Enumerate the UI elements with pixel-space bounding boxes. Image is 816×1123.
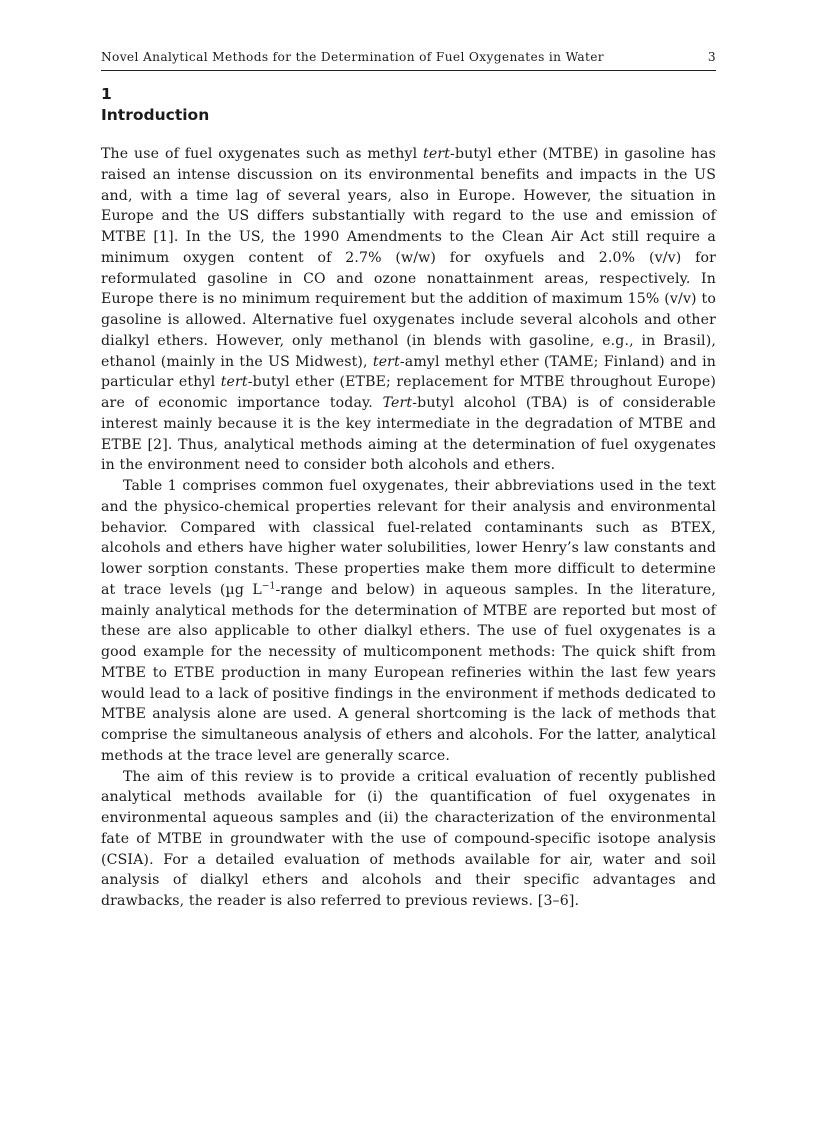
section-title: Introduction (101, 106, 210, 124)
page-number: 3 (707, 50, 716, 64)
text-span: -butyl ether (MTBE) in gasoline has raised an intense discussion on its environmental benefits and impacts in the US and, with a time lag of several years, also in Europe. However, the situation in Europe and the US differs substantially with regard to the use and emission of MTBE [1]. In the US, the 1990 Amendments to the Clean Air Act still require a minimum oxygen content of 2.7% (w/w) for oxyfuels and 2.0% (v/v) for reformulated gasoline in CO and ozone nonattainment areas, respectively. In Europe there is no minimum requirement but the addition of maximum 15% (v/v) to gasoline is allowed. Alternative fuel oxygenates include several alcohols and other dialkyl ethers. However, only methanol (in blends with gasoline, e.g., in Brasil), ethanol (mainly in the US Midwest), (101, 146, 716, 370)
section-number: 1 (101, 85, 112, 103)
italic-text: Tert (382, 395, 413, 411)
text-span: -butyl alcohol (TBA) is of considerable interest mainly because it is the key intermediate in the degradation of MTBE and ETBE [2]. Thus, analytical methods aiming at the determination of fuel oxygenates in the environment need to consider both alcohols and ethers. (101, 395, 716, 474)
italic-text: tert (220, 374, 248, 391)
text-span: -amyl methyl ether (TAME; Finland) and in particular ethyl (101, 353, 716, 391)
paragraph-2 (101, 476, 716, 767)
body-text (101, 144, 716, 912)
superscript: −1 (261, 581, 276, 592)
text-span: The use of fuel oxygenates such as methyl (101, 146, 424, 162)
italic-text: tert (423, 146, 451, 162)
page (101, 50, 716, 912)
text-span: The aim of this review is to provide a critical evaluation of recently published analytical methods available for (i) the quantification of fuel oxygenates in environmental aqueous samples and (ii) the characterization of the environmental fate of MTBE in groundwater with the use of compound-specific isotope analysis (CSIA). For a detailed evaluation of methods available for air, water and soil analysis of dialkyl ethers and alcohols and their specific advantages and drawbacks, the reader is also referred to previous reviews. [3–6]. (101, 768, 716, 909)
running-header (101, 50, 716, 71)
paragraph-3 (101, 767, 716, 912)
text-span: -range and below) in aqueous samples. In the literature, mainly analytical methods for the determination of MTBE are reported but most of these are also applicable to other dialkyl ethers. The use of fuel oxygenates is a good example for the necessity of multicomponent methods: The quick shift from MTBE to ETBE production in many European refineries within the last few years would lead to a lack of positive findings in the environment if methods dedicated to MTBE analysis alone are used. A general shortcoming is the lack of methods that comprise the simultaneous analysis of ethers and alcohols. For the latter, analytical methods at the trace level are generally scarce. (101, 581, 716, 764)
paragraph-1 (101, 144, 716, 476)
text-span: -butyl ether (ETBE; replacement for MTBE throughout Europe) are of economic importance today. (101, 374, 716, 411)
running-title: Novel Analytical Methods for the Determination of Fuel Oxygenates in Water (101, 50, 604, 64)
text-span: Table 1 comprises common fuel oxygenates, their abbreviations used in the text and the physico-chemical properties relevant for their analysis and environmental behavior. Compared with classical fuel-related contaminants such as BTEX, alcohols and ethers have higher water solubilities, lower Henry’s law constants and lower sorption constants. These properties make them more difficult to determine at trace levels (µg L (101, 478, 716, 598)
italic-text: tert (372, 353, 400, 370)
